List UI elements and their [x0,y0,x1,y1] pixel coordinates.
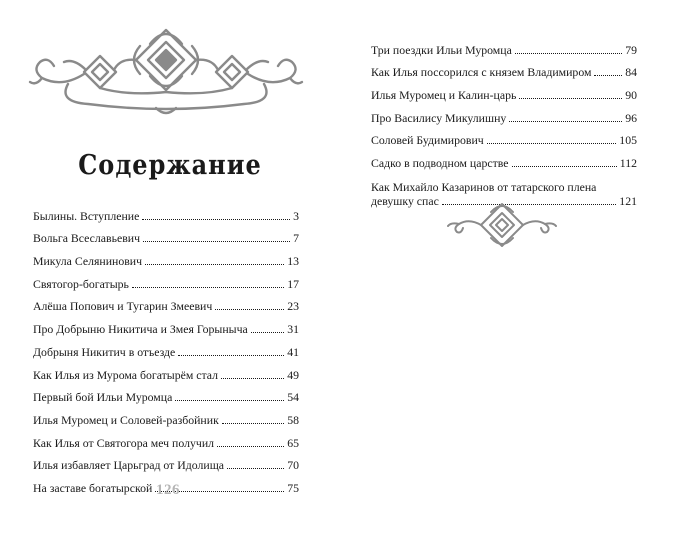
toc-entry-page: 121 [619,194,637,209]
toc-entry-title: Три поездки Ильи Муромца [371,42,512,57]
toc-entry-title: Микула Селянинович [33,254,143,269]
toc-entry-page: 96 [625,110,637,125]
dot-leader [143,241,290,242]
toc-entry-page: 84 [625,65,637,80]
toc-entry-title: Вольга Всеславьевич [33,231,141,246]
dot-leader [145,264,284,265]
dot-leader [142,219,290,220]
toc-entry-page: 79 [625,42,637,57]
dot-leader [251,332,284,333]
toc-entry-title: На заставе богатырской [33,480,153,495]
toc-list-left [33,200,299,495]
dot-leader [509,121,622,122]
toc-entry[interactable] [371,125,637,148]
dot-leader [594,75,622,76]
toc-entry[interactable] [33,382,299,405]
dot-leader [221,378,284,379]
toc-entry[interactable] [33,200,299,223]
toc-entry-title: Илья Муромец и Соловей-разбойник [33,412,219,427]
toc-entry-title-line1: Как Михайло Казаринов от татарского плена [371,180,597,195]
toc-entry-page: 31 [287,322,299,337]
toc-entry-title: Первый бой Ильи Муромца [33,390,173,405]
toc-entry-title: Былины. Вступление [33,208,140,223]
toc-entry[interactable] [33,359,299,382]
toc-entry-title: Про Добрыню Никитича и Змея Горыныча [33,322,248,337]
knotwork-ornament-icon [28,22,304,122]
toc-entry-title: Соловей Будимирович [371,133,484,148]
toc-entry[interactable] [33,223,299,246]
toc-entry-page: 75 [287,480,299,495]
knotwork-vignette-icon [447,200,557,250]
toc-entry-page: 105 [619,133,637,148]
toc-entry-page: 54 [287,390,299,405]
toc-entry-page: 112 [619,156,637,171]
toc-entry-title: Как Илья от Святогора меч получил [33,435,215,450]
toc-entry-page: 3 [293,208,299,223]
toc-entry[interactable] [371,102,637,125]
toc-entry-page: 65 [287,435,299,450]
dot-leader [215,309,284,310]
dot-leader [178,355,284,356]
toc-entry-title: Илья Муромец и Калин-царь [371,88,517,103]
toc-entry-page: 17 [287,276,299,291]
toc-entry-page: 13 [287,254,299,269]
right-page [337,0,674,535]
toc-entry-title: Про Василису Микулишну [371,110,507,125]
toc-entry-page: 49 [287,367,299,382]
toc-entry-title: Илья избавляет Царьград от Идолища [33,458,225,473]
dot-leader [515,53,622,54]
toc-entry[interactable] [371,57,637,80]
toc-entry[interactable] [371,79,637,102]
page-number: 126 [156,482,180,498]
dot-leader [512,166,617,167]
toc-entry-title: Как Илья из Мурома богатырём стал [33,367,219,382]
dot-leader [227,468,284,469]
toc-entry-title: Добрыня Никитич в отъезде [33,344,176,359]
toc-entry-title: Святогор-богатырь [33,276,129,291]
toc-entry-title-line2: девушку спас [371,194,439,209]
toc-entry[interactable] [33,450,299,473]
toc-entry-page: 58 [287,412,299,427]
toc-entry[interactable] [33,427,299,450]
toc-entry-title: Садко в подводном царстве [371,156,509,171]
toc-entry[interactable] [371,147,637,170]
toc-entry[interactable] [33,268,299,291]
toc-entry-page: 41 [287,344,299,359]
page-title: Содержание [78,148,262,181]
toc-entry[interactable] [33,404,299,427]
dot-leader [487,143,617,144]
toc-entry-page: 90 [625,88,637,103]
dot-leader [222,423,284,424]
dot-leader [175,400,284,401]
toc-entry-page: 70 [287,458,299,473]
toc-entry[interactable] [33,336,299,359]
dot-leader [132,287,284,288]
toc-entry[interactable] [33,291,299,314]
dot-leader [519,98,622,99]
toc-entry-title: Как Илья поссорился с князем Владимиром [371,65,592,80]
toc-entry-title: Алёша Попович и Тугарин Змеевич [33,299,213,314]
dot-leader [217,446,284,447]
toc-entry-page: 7 [293,231,299,246]
toc-entry[interactable] [33,245,299,268]
toc-entry-page: 23 [287,299,299,314]
toc-entry[interactable] [371,34,637,57]
toc-list-right [371,34,637,208]
toc-entry[interactable] [33,313,299,336]
